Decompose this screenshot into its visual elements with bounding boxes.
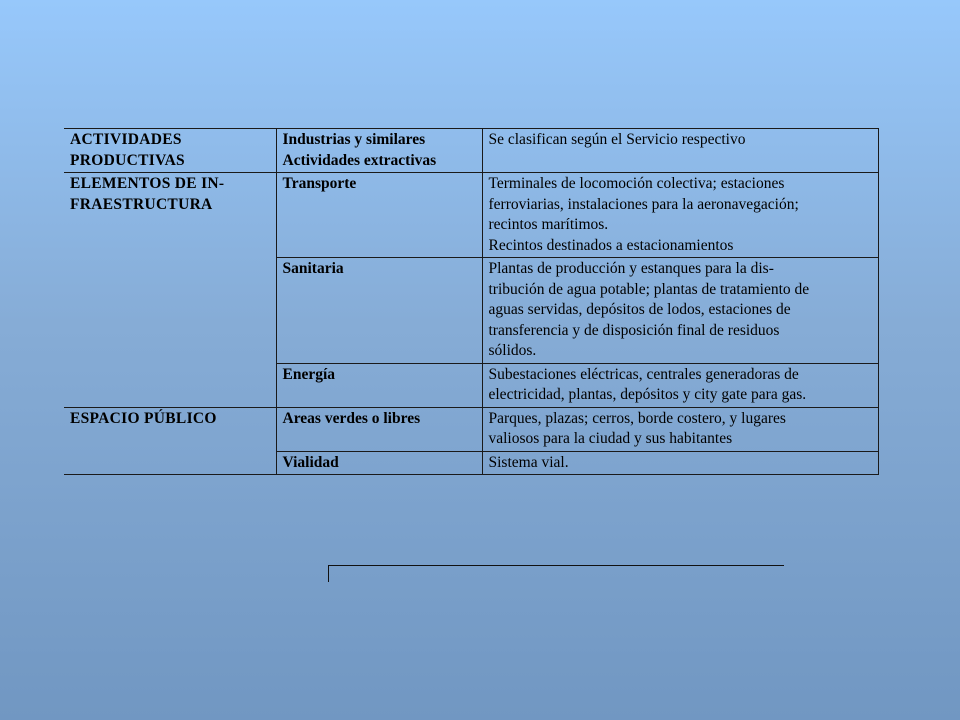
description-text: transferencia y de disposición final de residuos [488,321,780,339]
type-text: Energía [282,365,336,383]
table-row [64,407,878,451]
table-row [64,363,878,407]
description-text: electricidad, plantas, depósitos y city gate para gas. [488,386,807,403]
type-cell [276,363,482,407]
type-cell [276,407,482,451]
description-text: Subestaciones eléctricas, centrales generadoras de [488,365,799,383]
description-cell [482,129,878,173]
description-text: Recintos destinados a estacionamientos [488,236,734,254]
type-cell [276,451,482,475]
description-text: Se clasifican según el Servicio respectivo [488,131,746,148]
type-cell [276,173,482,258]
category-text: ESPACIO PÚBLICO [70,409,217,427]
type-text: Actividades extractivas [282,151,437,169]
description-text: aguas servidas, depósitos de lodos, estaciones de [488,301,791,318]
description-cell [482,258,878,364]
description-cell [482,451,878,475]
category-text: ELEMENTOS DE IN- [70,175,225,192]
description-text: Plantas de producción y estanques para la dis- [488,260,774,277]
type-text: Areas verdes o libres [282,409,421,427]
category-text: FRAESTRUCTURA [70,195,213,213]
description-text: Terminales de locomoción colectiva; estaciones [488,175,785,192]
category-text: PRODUCTIVAS [70,151,185,169]
category-cell [64,407,276,451]
table-row [64,129,878,173]
category-cell [64,451,276,475]
type-text: Industrias y similares [282,131,426,148]
table-row [64,258,878,364]
category-cell [64,173,276,258]
description-text: Sistema vial. [488,453,569,471]
description-cell [482,173,878,258]
description-text: Parques, plazas; cerros, borde costero, y lugares [488,409,786,427]
description-text: tribución de agua potable; plantas de tratamiento de [488,280,810,298]
table-row [64,173,878,258]
type-text: Transporte [282,175,357,192]
type-cell [276,258,482,364]
land-use-table [64,128,879,475]
description-text: ferroviarias, instalaciones para la aeronavegación; [488,195,799,213]
description-text: valiosos para la ciudad y sus habitantes [488,430,733,447]
type-cell [276,129,482,173]
table-fragment-top-border [328,565,784,566]
category-cell [64,363,276,407]
description-text: recintos marítimos. [488,216,609,233]
description-cell [482,407,878,451]
description-text: sólidos. [488,342,537,359]
category-cell [64,258,276,364]
category-cell [64,129,276,173]
table-fragment-left-border [328,565,329,582]
table-row [64,451,878,475]
type-text: Vialidad [282,453,339,471]
type-text: Sanitaria [282,260,344,277]
category-text: ACTIVIDADES [70,131,182,148]
description-cell [482,363,878,407]
